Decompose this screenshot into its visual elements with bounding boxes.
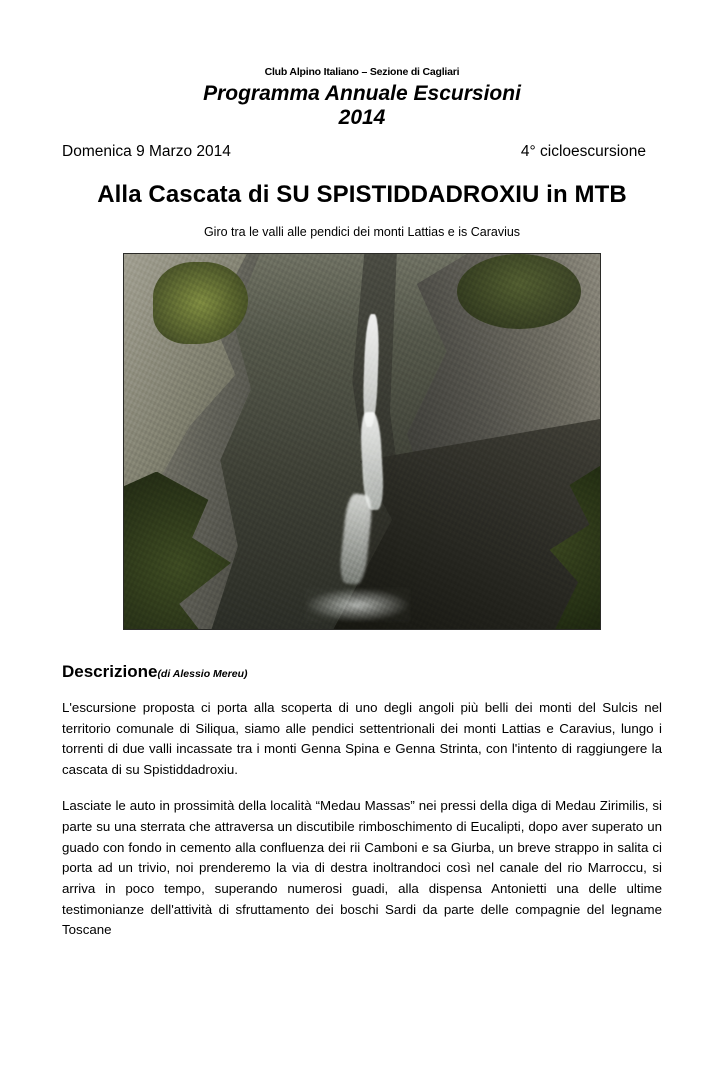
meta-row — [62, 143, 662, 161]
excursion-number: 4° cicloescursione — [520, 143, 646, 161]
excursion-date: Domenica 9 Marzo 2014 — [62, 143, 231, 161]
program-year: 2014 — [338, 105, 386, 129]
page-title: Alla Cascata di SU SPISTIDDADROXIU in MTB — [97, 181, 627, 209]
photo-texture-overlay — [124, 254, 600, 629]
page-subtitle: Giro tra le valli alle pendici dei monti Lattias e is Caravius — [203, 225, 521, 240]
program-title: Programma Annuale Escursioni — [203, 82, 521, 105]
description-heading — [62, 662, 662, 682]
organization-line: Club Alpino Italiano – Sezione di Cagliari — [264, 66, 460, 78]
description-author: (di Alessio Mereu) — [157, 668, 248, 681]
waterfall-photo — [123, 253, 601, 630]
description-paragraph-1: L'escursione proposta ci porta alla scoperta di uno degli angoli più belli dei monti del Sulcis nel territorio comunale di Siliqua, siamo alle pendici settentrionali dei monti Lattias e Caravius, lungo i torrenti di due valli incassate tra i monti Genna Spina e Genna Strinta, con l'intento di raggiungere la cascata di su Spistiddadroxiu. — [62, 700, 662, 777]
document-page — [0, 66, 724, 1090]
photo-container — [62, 253, 662, 630]
description-paragraph-2: Lasciate le auto in prossimità della località “Medau Massas” nei pressi della diga di Medau Zirimilis, si parte su una sterrata che attraversa un discutibile rimboschimento di Eucalipti, dopo aver superato un guado con fondo in cemento alla confluenza dei rii Camboni e sa Giurba, un breve strappo in salita ci porta ad un trivio, noi prenderemo la via di destra inoltrandoci così nel canale del rio Marroccu, si arriva in poco tempo, superando numerosi guadi, alla dispensa Antonietti una delle ultime testimonianze dell'attività di sfruttamento dei boschi Sardi da parte delle compagnie del legname Toscane — [62, 798, 662, 938]
description-heading-label: Descrizione — [62, 662, 158, 682]
